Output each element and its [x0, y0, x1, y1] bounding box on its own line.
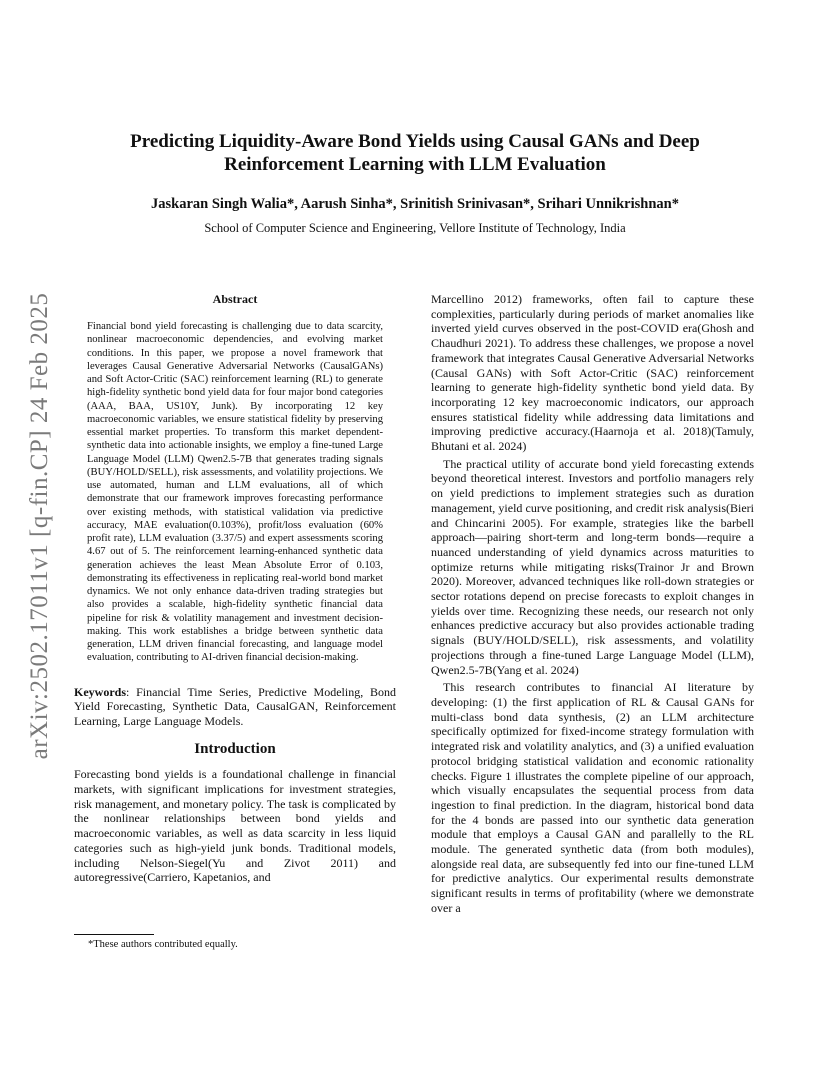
paper-title: Predicting Liquidity-Aware Bond Yields using Causal GANs and Deep Reinforcement Learning with LLM Evaluation	[130, 131, 700, 175]
footnote: *These authors contributed equally.	[88, 939, 238, 950]
paragraph-contributions: This research contributes to financial AI literature by developing: (1) the first application of RL & Causal GANs for multi-class bond data synthesis, (2) an LLM architecture specifically optimized for fixed-income strategy formulation with integrated risk and volatility analytics, and (3) a unified evaluation protocol bridging statistical validation and economic rationality checks. Figure 1 illustrates the complete pipeline of our approach, which visually encapsulates the sequential process from data ingestion to final prediction. In the diagram, historical bond data for the 4 bonds are passed into our synthetic data generation module that employs a Causal GAN and parallelly to the RL module. The generated synthetic data (from both modules), alongside real data, are subsequently fed into our fine-tuned LLM for predictive analytics. Our experimental results demonstrate significant results in terms of profitability (where we demonstrate over a	[431, 680, 754, 915]
abstract-text: Financial bond yield forecasting is challenging due to data scarcity, nonlinear macroeconomic dependencies, and evolving market conditions. In this paper, we propose a novel framework that leverages Causal Generative Adversarial Networks (CausalGANs) and Soft Actor-Critic (SAC) reinforcement learning (RL) to generate high-fidelity synthetic bond yield data for four major bond categories (AAA, BAA, US10Y, Junk). By incorporating 12 key macroeconomic variables, we ensure statistical fidelity by preserving essential market properties. To transform this market dependent-synthetic data into actionable insights, we employ a fine-tuned Large Language Model (LLM) Qwen2.5-7B that generates trading signals (BUY/HOLD/SELL), risk assessments, and volatility projections. We use automated, human and LLM evaluations, all of which demonstrate that our framework improves forecasting performance over existing methods, with statistical validation via predictive accuracy, MAE evaluation(0.103%), profit/loss evaluation (60% profit rate), LLM evaluation (3.37/5) and expert assessments scoring 4.67 out of 5. The reinforcement learning-enhanced synthetic data generation achieves the least Mean Absolute Error of 0.103, demonstrating its effectiveness in replicating real-world bond market dynamics. We not only enhance data-driven trading strategies but also provides a scalable, high-fidelity synthetic financial data pipeline for risk & volatility management and investment decision-making. This work establishes a bridge between synthetic data generation, LLM driven financial forecasting, and language model evaluation, contributing to AI-driven financial decision-making.	[87, 321, 383, 664]
footnote-divider	[74, 934, 154, 935]
keywords-text: : Financial Time Series, Predictive Modeling, Bond Yield Forecasting, Synthetic Data, CausalGAN, Reinforcement Learning, Large Language Models.	[74, 684, 396, 728]
introduction-heading: Introduction	[194, 741, 276, 758]
affiliation: School of Computer Science and Engineering, Vellore Institute of Technology, India	[204, 221, 626, 235]
arxiv-identifier: arXiv:2502.17011v1 [q-fin.CP] 24 Feb 2025	[26, 292, 53, 760]
right-column	[431, 292, 754, 916]
paragraph-continued: Marcellino 2012) frameworks, often fail to capture these complexities, particularly during periods of market anomalies like inverted yield curves observed in the post-COVID era(Ghosh and Chaudhuri 2021). To address these challenges, we propose a novel framework that integrates Causal Generative Adversarial Networks (Causal GANs) with Soft Actor-Critic (SAC) reinforcement learning to generate high-fidelity synthetic bond yield data. By incorporating 12 key macroeconomic indicators, our approach ensures statistical fidelity while addressing data limitations and improving predictive accuracy.(Haarnoja et al. 2018)(Tamuly, Bhutani et al. 2024)	[431, 292, 754, 454]
arxiv-identifier-sidebar	[20, 286, 60, 766]
paragraph-practical-utility: The practical utility of accurate bond yield forecasting extends beyond theoretical interest. Investors and portfolio managers rely on yield predictions to implement strategies such as duration management, yield curve positioning, and credit risk analysis(Bieri and Chincarini 2005). For example, strategies like the barbell approach—pairing short-term and long-term bonds—require a nuanced understanding of yield dynamics across maturities to optimize returns while mitigating risks(Trainor Jr and Brown 2020). Moreover, advanced techniques like roll-down strategies or sector rotations depend on precise forecasts to exploit changes in yields over time. Recognizing these needs, our research not only enhances predictive accuracy but also provides actionable trading signals (BUY/HOLD/SELL), risk assessments, and volatility projections through a fine-tuned Large Language Model (LLM), Qwen2.5-7B(Yang et al. 2024)	[431, 456, 754, 677]
keywords	[74, 685, 396, 729]
left-column	[74, 292, 396, 885]
abstract-heading: Abstract	[212, 292, 258, 306]
introduction-paragraph: Forecasting bond yields is a foundational challenge in financial markets, with significant implications for investment strategies, risk management, and monetary policy. The task is complicated by the nonlinear relationships between bond yields and macroeconomic variables, as well as data scarcity in less liquid categories such as high-yield junk bonds. Traditional models, including Nelson-Siegel(Yu and Zivot 2011) and autoregressive(Carriero, Kapetanios, and	[74, 767, 396, 885]
keywords-label: Keywords	[74, 684, 126, 699]
author-list: Jaskaran Singh Walia*, Aarush Sinha*, Srinitish Srinivasan*, Srihari Unnikrishnan*	[151, 196, 679, 212]
